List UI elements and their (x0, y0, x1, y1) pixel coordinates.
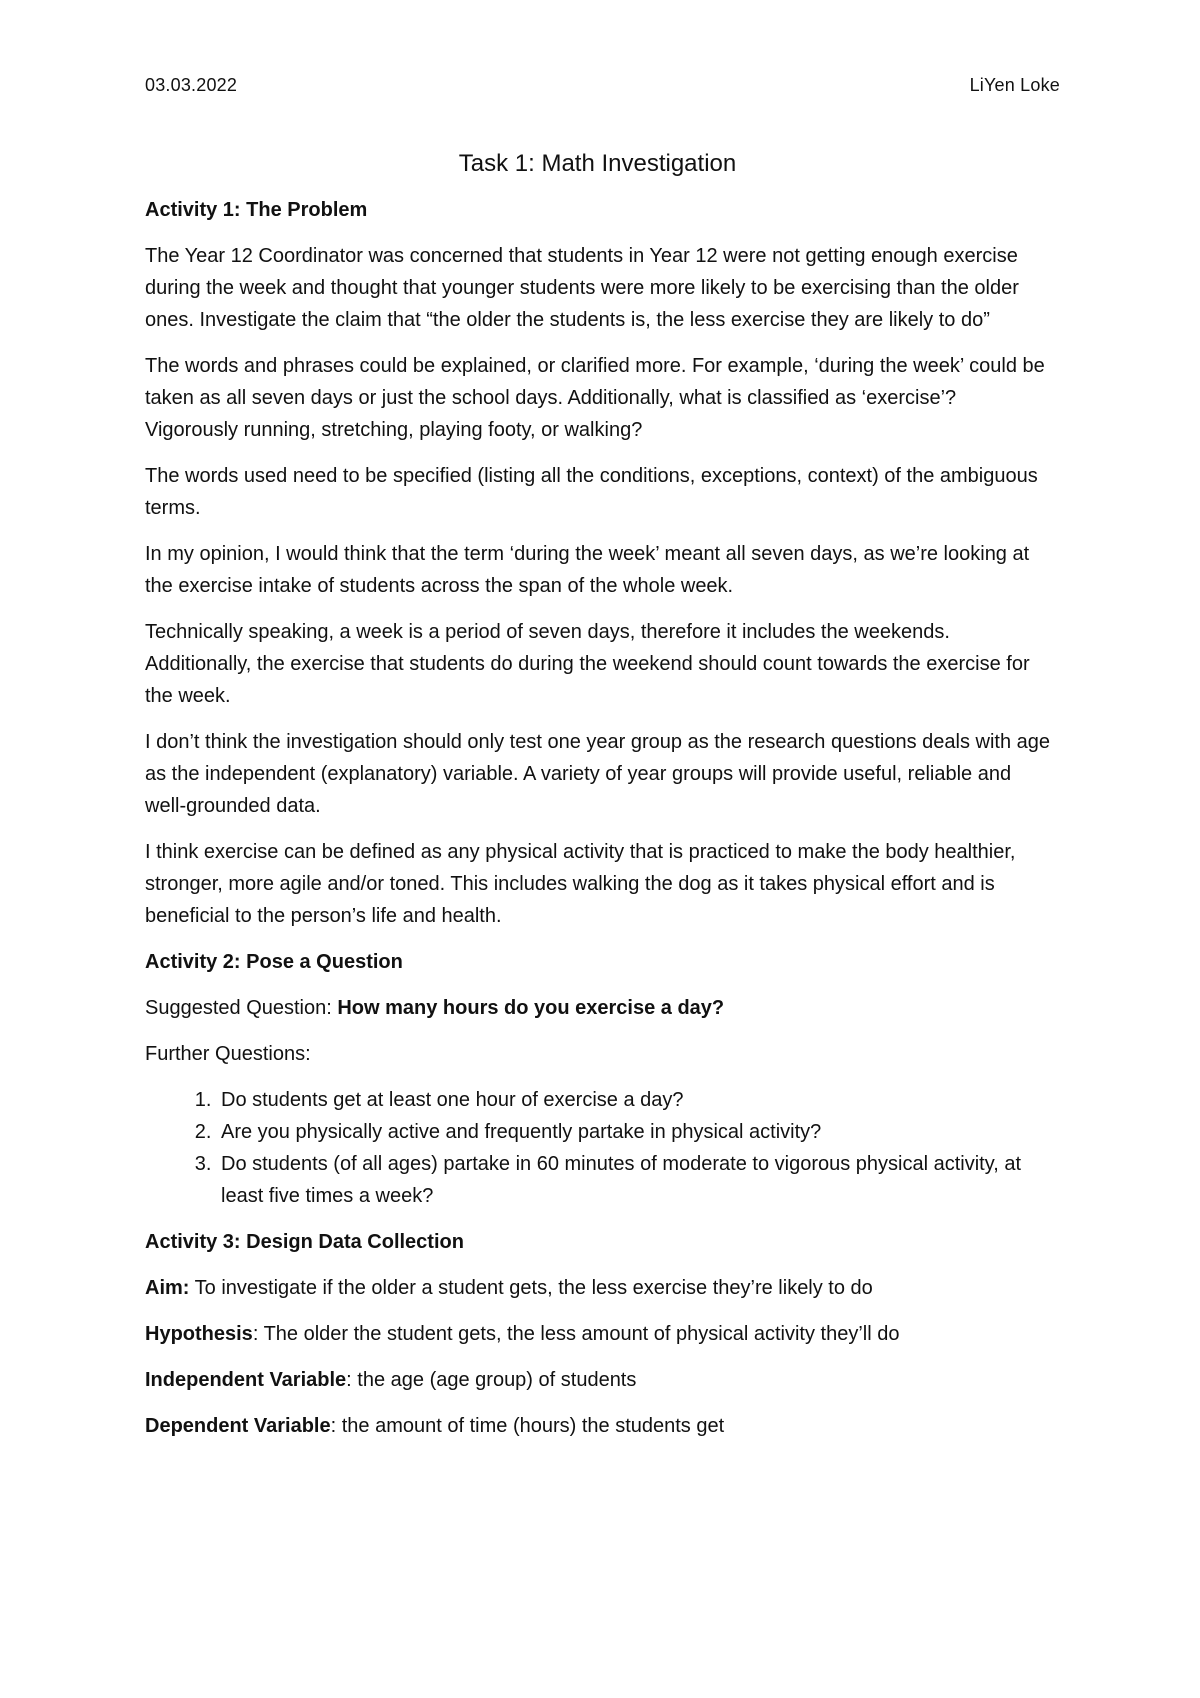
activity-1-heading: Activity 1: The Problem (145, 199, 368, 221)
activity-2-heading: Activity 2: Pose a Question (145, 951, 403, 973)
suggested-question-label: Suggested Question: (145, 997, 338, 1019)
activity-1-paragraph: The words and phrases could be explained, or clarified more. For example, ‘during the week’ could be taken as all seven days or just the school days. Additionally, what is classified as ‘exercise’? Vigorously running, stretching, playing footy, or walking? (145, 355, 1045, 441)
activity-3-heading: Activity 3: Design Data Collection (145, 1231, 464, 1253)
list-item: 1. Do students get at least one hour of exercise a day? (217, 1084, 1050, 1116)
list-item: 2. Are you physically active and frequently partake in physical activity? (217, 1116, 1050, 1148)
aim-text: To investigate if the older a student gets, the less exercise they’re likely to do (189, 1277, 873, 1299)
header-author: LiYen Loke (969, 75, 1060, 95)
hypothesis-text: : The older the student gets, the less amount of physical activity they’ll do (252, 1323, 900, 1345)
suggested-question (145, 992, 1050, 1024)
document-title: Task 1: Math Investigation (458, 150, 737, 177)
dependent-variable-text: : the amount of time (hours) the students get (330, 1415, 725, 1437)
independent-variable-line (145, 1364, 1050, 1396)
further-questions-label: Further Questions: (145, 1043, 311, 1065)
activity-1-paragraph: In my opinion, I would think that the term ‘during the week’ meant all seven days, as we’re looking at the exercise intake of students across the span of the whole week. (145, 543, 1030, 597)
activity-1-paragraph: I think exercise can be defined as any physical activity that is practiced to make the body healthier, stronger, more agile and/or toned. This includes walking the dog as it takes physical effort and is beneficial to the person’s life and health. (145, 841, 1016, 927)
independent-variable-text: : the age (age group) of students (346, 1369, 637, 1391)
dependent-variable-label: Dependent Variable (145, 1415, 331, 1437)
header-date: 03.03.2022 (145, 75, 238, 95)
aim-line (145, 1272, 1050, 1304)
hypothesis-line (145, 1318, 1050, 1350)
activity-1-paragraph: I don’t think the investigation should only test one year group as the research questions deals with age as the independent (explanatory) variable. A variety of year groups will provide useful, reliable and well-grounded data. (145, 731, 1051, 817)
list-item: 3. Do students (of all ages) partake in 60 minutes of moderate to vigorous physical activity, at least five times a week? (217, 1148, 1050, 1212)
dependent-variable-line (145, 1410, 1050, 1442)
activity-1-paragraph: The Year 12 Coordinator was concerned that students in Year 12 were not getting enough exercise during the week and thought that younger students were more likely to be exercising than the older ones. Investigate the claim that “the older the students is, the less exercise they are likely to do” (145, 245, 1019, 331)
document-body (145, 148, 1050, 1456)
further-questions-list (145, 1084, 1050, 1212)
suggested-question-text: How many hours do you exercise a day? (337, 997, 725, 1019)
activity-1-paragraph: The words used need to be specified (listing all the conditions, exceptions, context) of the ambiguous terms. (145, 465, 1038, 519)
activity-1-paragraph: Technically speaking, a week is a period of seven days, therefore it includes the weekends. Additionally, the exercise that students do during the weekend should count towards the exercise for the week. (145, 621, 1030, 707)
aim-label: Aim: (145, 1277, 190, 1299)
hypothesis-label: Hypothesis (145, 1323, 253, 1345)
independent-variable-label: Independent Variable (145, 1369, 347, 1391)
